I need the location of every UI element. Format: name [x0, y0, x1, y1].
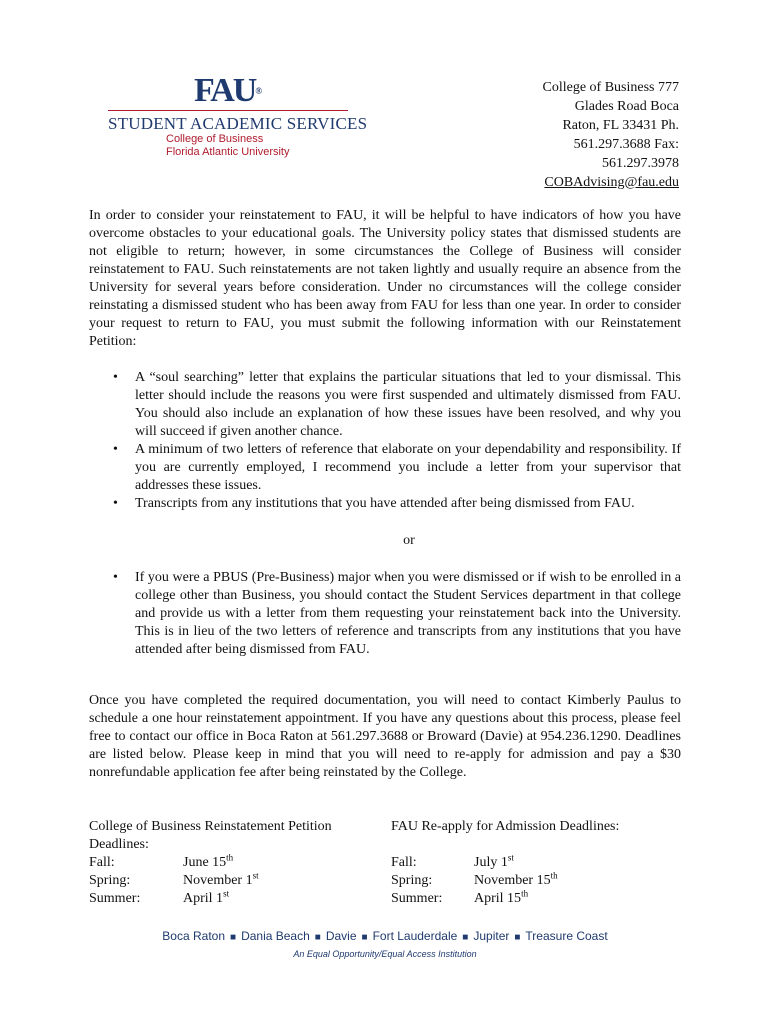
- term-label: Summer:: [391, 891, 443, 906]
- term-label: Summer:: [89, 891, 141, 906]
- term-label: Spring:: [391, 873, 433, 888]
- deadlines-heading: College of Business Reinstatement Petition Deadlines:: [89, 819, 332, 852]
- address-line: 561.297.3688 Fax:: [573, 137, 679, 152]
- list-item-text: A “soul searching” letter that explains the particular situations that led to your dismissal. This letter should include the reasons you were first suspended and ultimately dismissed from FAU. You should also include an explanation of how these issues have been resolved, and why you will succeed if given another chance.: [135, 370, 681, 439]
- deadline-row: [391, 854, 681, 872]
- separator-icon: ■: [314, 932, 321, 943]
- term-label: Spring:: [89, 873, 131, 888]
- or-separator: or: [403, 533, 415, 548]
- campus-name: Boca Raton: [162, 929, 226, 943]
- list-item: [89, 369, 681, 441]
- campus-name: Treasure Coast: [525, 929, 608, 943]
- deadline-row: [391, 890, 681, 908]
- bullet-icon: •: [113, 570, 118, 585]
- readmission-deadlines: [391, 818, 681, 908]
- bullet-icon: •: [113, 496, 118, 511]
- address-line: College of Business 777: [542, 80, 679, 95]
- fau-wordmark: FAU®: [194, 72, 263, 109]
- deadline-date: November 1st: [183, 870, 259, 888]
- deadlines-heading: FAU Re-apply for Admission Deadlines:: [391, 819, 620, 834]
- separator-icon: ■: [361, 932, 368, 943]
- deadline-row: [391, 872, 681, 890]
- campus-name: Davie: [325, 929, 357, 943]
- term-label: Fall:: [391, 855, 417, 870]
- requirements-list: [89, 369, 681, 513]
- alternative-list: [89, 569, 681, 659]
- university-name: Florida Atlantic University: [166, 146, 290, 158]
- department-name: STUDENT ACADEMIC SERVICES: [108, 114, 368, 133]
- address-line: Glades Road Boca: [574, 99, 679, 114]
- list-item-text: Transcripts from any institutions that you have attended after being dismissed from FAU.: [135, 496, 635, 511]
- bullet-icon: •: [113, 370, 118, 385]
- bullet-icon: •: [113, 442, 118, 457]
- list-item: [89, 495, 681, 513]
- separator-icon: ■: [230, 932, 237, 943]
- deadline-row: [89, 890, 379, 908]
- list-item: [89, 441, 681, 495]
- address-line: 561.297.3978: [602, 156, 679, 171]
- deadline-row: [89, 854, 379, 872]
- list-item: [89, 569, 681, 659]
- intro-paragraph: In order to consider your reinstatement to FAU, it will be helpful to have indicators of how you have overcome obstacles to your educational goals. The University policy states that dismissed students are not eligible to return; however, in some circumstances the College of Business will consider reinstatement to FAU. Such reinstatements are not taken lightly and usually require an absence from the University for several years before consideration. Under no circumstances will the college consider reinstating a dismissed student who has been away from FAU for less than one year. In order to consider your request to return to FAU, you must submit the following information with our Reinstatement Petition:: [89, 208, 681, 349]
- separator-icon: ■: [514, 932, 521, 943]
- list-item-text: A minimum of two letters of reference that elaborate on your dependability and responsibility. If you are currently employed, I recommend you include a letter from your supervisor that addresses these issues.: [135, 442, 681, 493]
- college-name: College of Business: [166, 133, 264, 145]
- equal-opportunity-tagline: An Equal Opportunity/Equal Access Institution: [293, 949, 477, 959]
- deadline-date: April 1st: [183, 888, 230, 906]
- term-label: Fall:: [89, 855, 115, 870]
- logo-divider: [108, 110, 348, 111]
- campus-name: Dania Beach: [241, 929, 310, 943]
- deadline-row: [89, 872, 379, 890]
- contact-address: [543, 78, 680, 192]
- address-line: Raton, FL 33431 Ph.: [562, 118, 679, 133]
- deadline-date: November 15th: [474, 870, 558, 888]
- footer-campuses: [0, 929, 770, 943]
- deadline-date: July 1st: [474, 852, 514, 870]
- list-item-text: If you were a PBUS (Pre-Business) major when you were dismissed or if wish to be enrolled in a college other than Business, you should contact the Student Services department in that college and provide us with a letter from them requesting your reinstatement back into the University. This is in lieu of the two letters of reference and transcripts from any institutions that you have attended after being dismissed from FAU.: [135, 570, 681, 657]
- separator-icon: ■: [462, 932, 469, 943]
- email-link[interactable]: COBAdvising@fau.edu: [544, 175, 679, 190]
- closing-paragraph: Once you have completed the required documentation, you will need to contact Kimberly Paulus to schedule a one hour reinstatement appointment. If you have any questions about this process, please feel free to contact our office in Boca Raton at 561.297.3688 or Broward (Davie) at 954.236.1290. Deadlines are listed below. Please keep in mind that you will need to re-apply for admission and pay a $30 nonrefundable application fee after being reinstated by the College.: [89, 693, 681, 780]
- campus-name: Jupiter: [473, 929, 510, 943]
- deadline-date: June 15th: [183, 852, 234, 870]
- petition-deadlines: [89, 818, 379, 908]
- deadline-date: April 15th: [474, 888, 529, 906]
- campus-name: Fort Lauderdale: [372, 929, 458, 943]
